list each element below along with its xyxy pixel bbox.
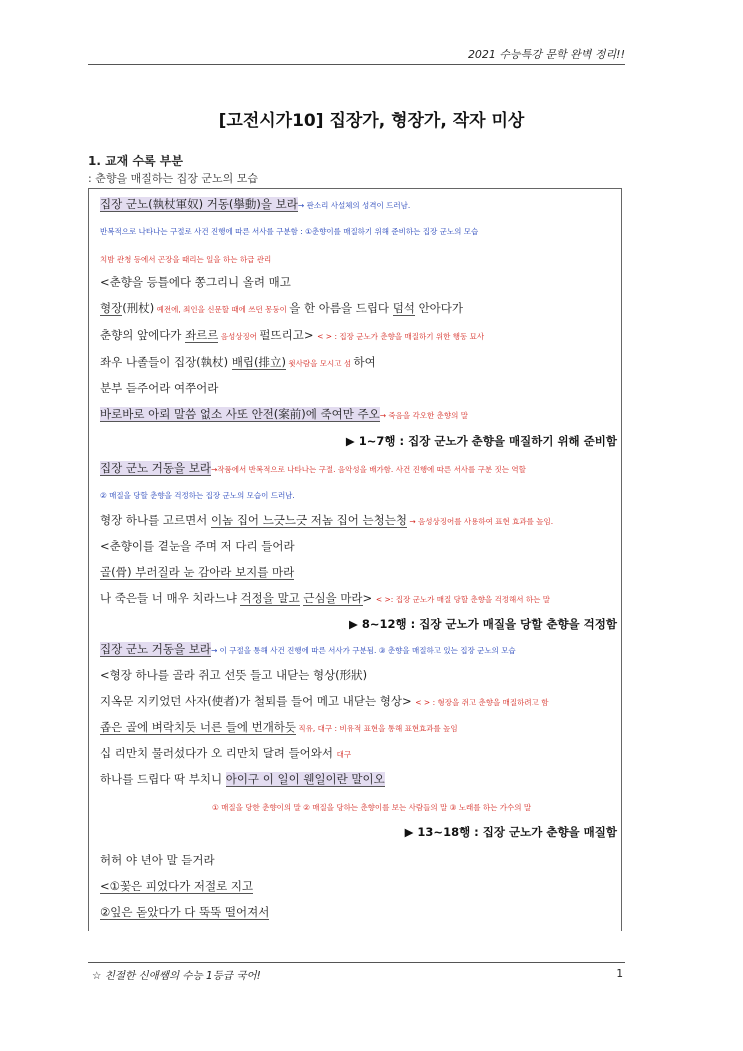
annotation-note: → 판소리 사설체의 성격이 드러남.	[297, 201, 411, 210]
summary-line: ▶ 8~12행 : 집장 군노가 매질을 당할 춘향을 걱정함	[349, 617, 617, 631]
highlight-phrase: 집장 군노 거동을 보라	[100, 461, 211, 475]
text-line-10	[100, 460, 526, 476]
underlined-phrase: ②잎은 돋았다가 다 뚝뚝 떨어져서	[100, 905, 270, 919]
underlined-word: 덤석	[392, 301, 415, 315]
annotation-note: 음성상징어	[218, 332, 260, 341]
annotation-note: → 죽음을 각오한 춘향의 말	[379, 411, 469, 420]
highlight-phrase: 바로바로 아뢰 말씀 없소 사또 안전(案前)에 죽여만 주오	[100, 407, 380, 421]
hanja: (刑杖)	[122, 301, 155, 315]
highlight-phrase: 집장 군노 거동을 보라	[100, 642, 211, 656]
header-rule	[88, 64, 625, 65]
text-line-9	[100, 406, 468, 422]
text-line-24	[100, 878, 253, 894]
text-segment: 하나를 드립다 딱 부치니	[100, 772, 226, 786]
annotation-note: → 음성상징어를 사용하여 표현 효과를 높임.	[406, 517, 554, 526]
text-segment: >	[362, 591, 376, 605]
text-segment: 형장 하나를 고르면서	[100, 513, 211, 527]
underlined-word: 좌르르	[185, 328, 219, 342]
underlined-phrase: 좁은 골에 벼락치듯 너른 들에 번개하듯	[100, 720, 297, 734]
annotation-note: →작품에서 반복적으로 나타나는 구절. 음악성을 배가함. 사건 진행에 따른 서사를 구분 짓는 역할	[210, 465, 526, 474]
underlined-word: 걱정을 말고	[240, 591, 300, 605]
text-segment: 십 리만치 물러섰다가 오 리만치 달려 들어와서	[100, 746, 337, 760]
text-segment: 을 한 아름을 드립다	[289, 301, 393, 315]
annotation-note: → 이 구절을 통해 사건 진행에 따른 서사가 구분됨. ③ 춘향을 매질하고 있는 집장 군노의 모습	[210, 646, 516, 655]
page-number: 1	[616, 968, 623, 980]
annotation-note: < > : 집장 군노가 춘향을 매질하기 위한 행동 묘사	[317, 332, 485, 341]
annotation-line: ② 매질을 당할 춘향을 걱정하는 집장 군노의 모습이 드러남.	[100, 491, 295, 500]
underlined-word: 근심을 마라	[303, 591, 363, 605]
annotation-note: < >: 집장 군노가 매질 당할 춘향을 걱정해서 하는 말	[375, 595, 551, 604]
text-line-15	[100, 590, 550, 606]
text-line-19	[100, 719, 458, 735]
page-header: 2021 수능특강 문학 완벽 정리!!	[467, 48, 625, 61]
text-line-6	[100, 327, 484, 343]
highlight-phrase: 집장 군노(執杖軍奴) 거동(擧動)을 보라	[100, 197, 298, 211]
text-segment: 펄뜨리고>	[259, 328, 318, 342]
text-line-21	[100, 771, 385, 787]
text-line-12	[100, 512, 553, 528]
text-line-25	[100, 904, 269, 920]
summary-line: ▶ 13~18행 : 집장 군노가 춘향을 매질함	[404, 825, 617, 839]
text-line-14	[100, 564, 294, 580]
underlined-phrase: 골(骨) 부러질라 눈 감아라 보지를 마라	[100, 565, 295, 579]
text-segment: 안아다가	[414, 301, 464, 315]
page-title: [고전시가10] 집장가, 형장가, 작자 미상	[218, 111, 525, 131]
footer-rule	[88, 962, 625, 963]
annotation-note: 예전에, 죄인을 신문할 때에 쓰던 몽둥이	[154, 305, 290, 314]
underlined-phrase: 이놈 집어 느긋느긋 저놈 집어 는청는청	[210, 513, 407, 527]
text-line-4: <춘향을 등틀에다 쫑그리니 올려 매고	[100, 275, 291, 289]
annotation-note: 윗사람을 모시고 섬	[286, 359, 354, 368]
annotation-note: < > : 형장을 쥐고 춘향을 매질하려고 함	[415, 698, 549, 707]
text-segment: 춘향의 앞에다가	[100, 328, 186, 342]
annotation-line: ① 매질을 당한 춘향이의 말 ② 매질을 당하는 춘향이를 보는 사람들의 말 ③ 노래를 하는 가수의 말	[212, 803, 532, 812]
text-line-16	[100, 641, 516, 657]
text-line-20	[100, 745, 351, 761]
text-segment: 하여	[353, 355, 376, 369]
text-segment: 좌우 나졸들이 집장(執杖)	[100, 355, 232, 369]
text-line-7	[100, 354, 376, 370]
annotation-line: 치밤 관청 등에서 곤장을 때리는 일을 하는 하급 관리	[100, 255, 272, 264]
annotation-line: 반복적으로 나타나는 구절로 사건 진행에 따른 서사를 구분함 : ①춘향이를 매질하기 위해 준비하는 집장 군노의 모습	[100, 227, 479, 236]
text-segment: 나 죽은들 너 매우 치라느냐	[100, 591, 241, 605]
text-line-18	[100, 693, 548, 709]
text-line-23: 허허 야 년아 말 듣거라	[100, 853, 215, 867]
underlined-phrase: <①꽃은 피었다가 저절로 지고	[100, 879, 254, 893]
annotation-note: 대구	[336, 750, 352, 759]
text-line-13: <춘향이를 곁눈을 주며 저 다리 들어라	[100, 539, 295, 553]
text-line-8: 분부 듣주어라 여쭈어라	[100, 381, 219, 395]
summary-line: ▶ 1~7행 : 집장 군노가 춘향을 매질하기 위해 준비함	[345, 434, 617, 448]
text-line-1	[100, 196, 410, 212]
underlined-word: 형장	[100, 301, 123, 315]
text-line-5	[100, 300, 463, 316]
text-line-17: <형장 하나를 골라 쥐고 선뜻 들고 내닫는 형상(形狀)	[100, 668, 368, 682]
annotation-note: 직유, 대구 : 비유적 표현을 통해 표현효과를 높임	[296, 724, 458, 733]
text-segment: 지옥문 지키었던 사자(使者)가 철퇴를 들어 메고 내닫는 형상>	[100, 694, 416, 708]
page-footer: ☆ 친절한 신애쌤의 수능 1등급 국어!	[92, 970, 261, 982]
section-subtitle: : 춘향을 매질하는 집장 군노의 모습	[88, 172, 258, 185]
highlight-phrase: 아이구 이 일이 웬일이란 말이오	[225, 772, 385, 786]
underlined-word: 배립(排立)	[231, 355, 287, 369]
section-heading: 1. 교재 수록 부분	[88, 154, 183, 168]
